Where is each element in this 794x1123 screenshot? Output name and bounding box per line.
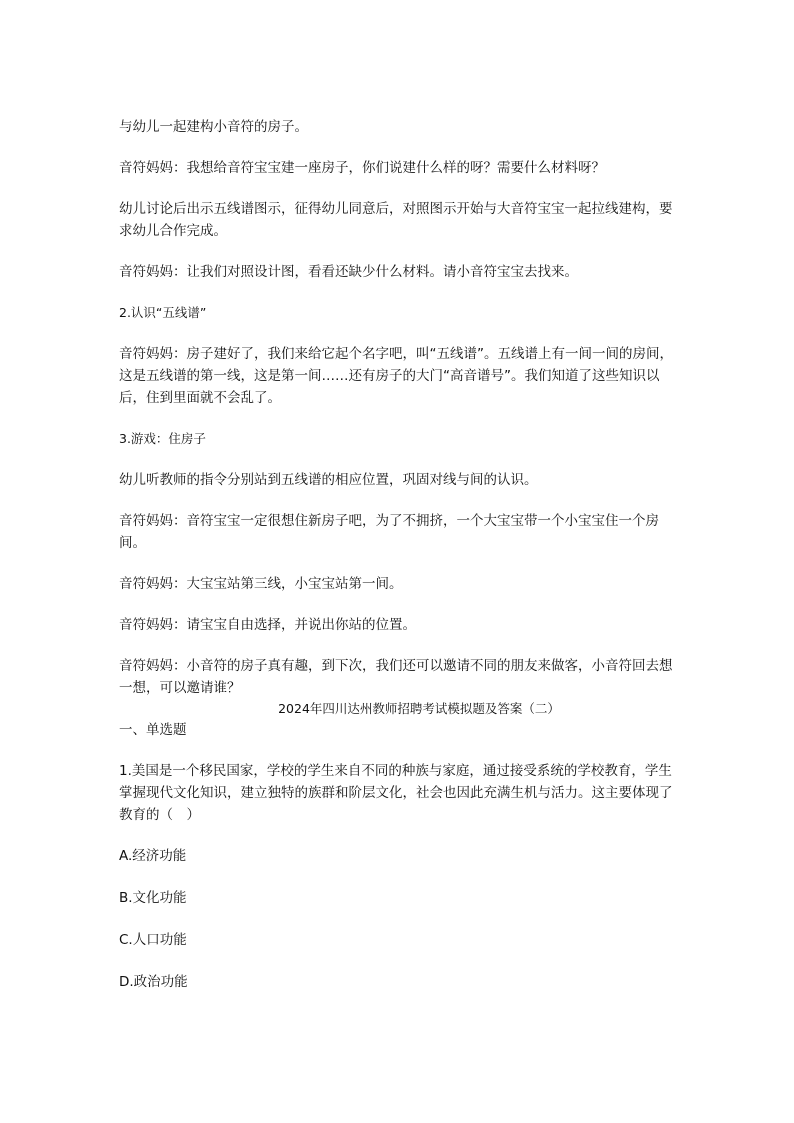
paragraph: 与幼儿一起建构小音符的房子。 xyxy=(119,119,308,135)
subheading: 3.游戏：住房子 xyxy=(119,431,206,446)
exam-title: 2024年四川达州教师招聘考试模拟题及答案（二） xyxy=(278,701,560,716)
subheading: 2.认识“五线谱” xyxy=(119,305,207,320)
paragraph: 音符妈妈：请宝宝自由选择，并说出你站的位置。 xyxy=(119,617,416,633)
option-d: D.政治功能 xyxy=(119,974,188,990)
paragraph: 幼儿讨论后出示五线谱图示，征得幼儿同意后，对照图示开始与大音符宝宝一起拉线建构，要求幼儿合作完成。 xyxy=(119,201,673,239)
option-c: C.人口功能 xyxy=(119,932,187,948)
document-body xyxy=(119,116,679,1013)
option-b: B.文化功能 xyxy=(119,890,187,906)
paragraph: 音符妈妈：我想给音符宝宝建一座房子，你们说建什么样的呀？需要什么材料呀？ xyxy=(119,160,605,176)
paragraph: 幼儿听教师的指令分别站到五线谱的相应位置，巩固对线与间的认识。 xyxy=(119,472,538,488)
paragraph: 音符妈妈：房子建好了，我们来给它起个名字吧，叫“五线谱”。五线谱上有一间一间的房间，这是五线谱的第一线，这是第一间……还有房子的大门“高音谱号”。我们知道了这些知识以后，住到里面就不会乱了。 xyxy=(119,346,673,406)
paragraph: 音符妈妈：小音符的房子真有趣，到下次，我们还可以邀请不同的朋友来做客，小音符回去想一想，可以邀请谁？ xyxy=(119,658,673,696)
option-a: A.经济功能 xyxy=(119,848,187,864)
paragraph: 音符妈妈：音符宝宝一定很想住新房子吧，为了不拥挤，一个大宝宝带一个小宝宝住一个房间。 xyxy=(119,513,659,551)
paragraph: 音符妈妈：让我们对照设计图，看看还缺少什么材料。请小音符宝宝去找来。 xyxy=(119,264,578,280)
question-block xyxy=(119,760,679,993)
section-label: 一、单选题 xyxy=(119,722,187,738)
question-stem: 1.美国是一个移民国家，学校的学生来自不同的种族与家庭，通过接受系统的学校教育，学生掌握现代文化知识，建立独特的族群和阶层文化，社会也因此充满生机与活力。这主要体现了教育的（ ） xyxy=(119,763,673,823)
paragraph: 音符妈妈：大宝宝站第三线，小宝宝站第一间。 xyxy=(119,576,403,592)
